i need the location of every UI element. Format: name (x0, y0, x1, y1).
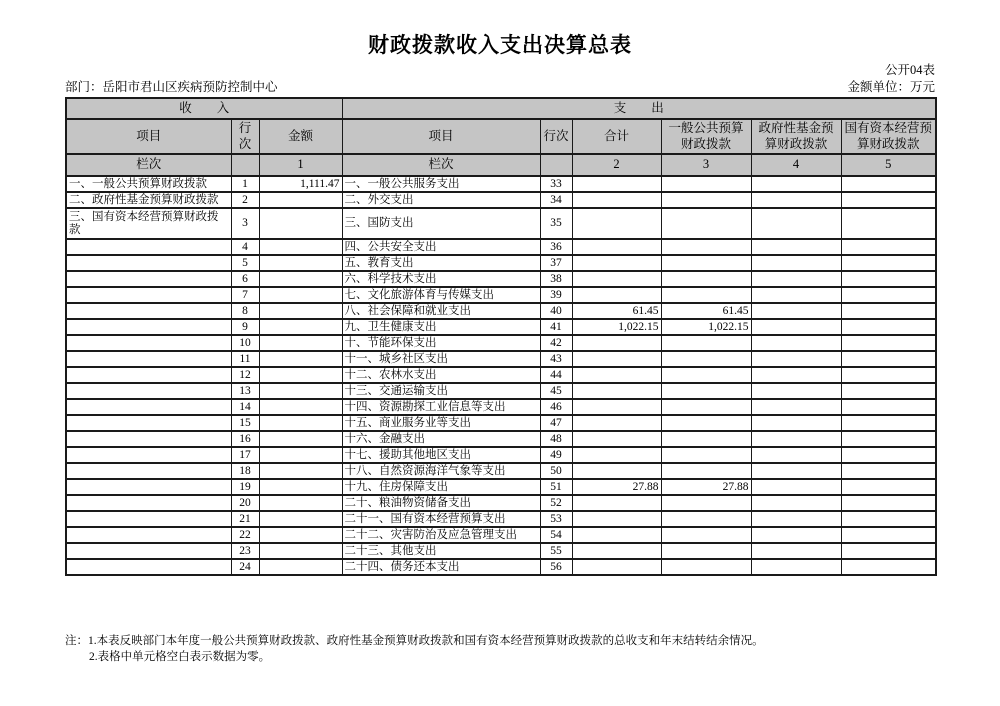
gov-fund-amount-cell (751, 255, 841, 271)
general-budget-amount-cell (661, 415, 751, 431)
expenditure-line-cell: 49 (540, 447, 572, 463)
income-line-cell: 21 (231, 511, 259, 527)
income-line-cell: 19 (231, 479, 259, 495)
income-line-cell: 3 (231, 208, 259, 239)
income-item-cell (66, 543, 231, 559)
notes (65, 634, 960, 665)
total-amount-cell (572, 527, 661, 543)
income-amount-cell (259, 495, 342, 511)
state-capital-amount-cell (841, 495, 936, 511)
income-amount-cell (259, 479, 342, 495)
lanci-income-label: 栏次 (66, 154, 231, 176)
income-amount-cell (259, 367, 342, 383)
state-capital-amount-cell (841, 271, 936, 287)
table-row (66, 495, 936, 511)
income-line-cell: 9 (231, 319, 259, 335)
state-capital-amount-cell (841, 543, 936, 559)
table-row (66, 367, 936, 383)
income-item-cell (66, 303, 231, 319)
income-amount-cell (259, 431, 342, 447)
state-capital-amount-cell (841, 399, 936, 415)
income-amount-cell (259, 447, 342, 463)
general-budget-amount-cell: 27.88 (661, 479, 751, 495)
table-row (66, 415, 936, 431)
income-item-cell (66, 431, 231, 447)
lanci-general-budget: 3 (661, 154, 751, 176)
income-amount-cell (259, 415, 342, 431)
income-amount-cell (259, 287, 342, 303)
income-item-cell (66, 383, 231, 399)
state-capital-amount-cell (841, 319, 936, 335)
expenditure-line-cell: 48 (540, 431, 572, 447)
expenditure-item-cell: 十一、城乡社区支出 (342, 351, 540, 367)
fiscal-appropriation-table (65, 97, 937, 576)
gov-fund-amount-cell (751, 447, 841, 463)
general-budget-amount-cell (661, 176, 751, 192)
lanci-total: 2 (572, 154, 661, 176)
total-amount-cell (572, 415, 661, 431)
expenditure-item-cell: 二十一、国有资本经营预算支出 (342, 511, 540, 527)
income-line-cell: 22 (231, 527, 259, 543)
expenditure-item-cell: 十三、交通运输支出 (342, 383, 540, 399)
table-row (66, 511, 936, 527)
income-amount-cell (259, 543, 342, 559)
total-amount-cell (572, 559, 661, 575)
income-amount-cell (259, 271, 342, 287)
gov-fund-amount-cell (751, 495, 841, 511)
gov-fund-amount-cell (751, 367, 841, 383)
income-amount-cell (259, 463, 342, 479)
general-budget-amount-cell (661, 351, 751, 367)
general-budget-amount-cell (661, 367, 751, 383)
income-item-cell (66, 415, 231, 431)
table-row (66, 319, 936, 335)
income-amount-cell (259, 351, 342, 367)
gov-fund-amount-cell (751, 431, 841, 447)
general-budget-amount-cell (661, 511, 751, 527)
general-budget-amount-cell (661, 192, 751, 208)
state-capital-amount-cell (841, 303, 936, 319)
table-row (66, 527, 936, 543)
state-capital-amount-cell (841, 559, 936, 575)
expenditure-item-cell: 十八、自然资源海洋气象等支出 (342, 463, 540, 479)
total-amount-cell (572, 511, 661, 527)
general-budget-header: 一般公共预算财政拨款 (661, 119, 751, 154)
expenditure-line-cell: 37 (540, 255, 572, 271)
total-amount-cell (572, 383, 661, 399)
gov-fund-amount-cell (751, 319, 841, 335)
expenditure-item-cell: 二十二、灾害防治及应急管理支出 (342, 527, 540, 543)
expenditure-item-cell: 十、节能环保支出 (342, 335, 540, 351)
expenditure-line-cell: 35 (540, 208, 572, 239)
general-budget-amount-cell (661, 287, 751, 303)
total-amount-cell (572, 447, 661, 463)
expenditure-line-cell: 51 (540, 479, 572, 495)
income-amount-cell (259, 255, 342, 271)
general-budget-amount-cell (661, 271, 751, 287)
total-amount-cell (572, 543, 661, 559)
gov-fund-amount-cell (751, 543, 841, 559)
expenditure-line-cell: 46 (540, 399, 572, 415)
state-capital-header: 国有资本经营预算财政拨款 (841, 119, 936, 154)
income-line-cell: 2 (231, 192, 259, 208)
expenditure-item-cell: 十六、金融支出 (342, 431, 540, 447)
gov-fund-amount-cell (751, 287, 841, 303)
state-capital-amount-cell (841, 351, 936, 367)
lanci-state-capital: 5 (841, 154, 936, 176)
income-line-cell: 14 (231, 399, 259, 415)
state-capital-amount-cell (841, 383, 936, 399)
income-item-cell: 一、一般公共预算财政拨款 (66, 176, 231, 192)
total-amount-cell (572, 271, 661, 287)
income-amount-header: 金额 (259, 119, 342, 154)
expenditure-item-cell: 二十三、其他支出 (342, 543, 540, 559)
gov-fund-amount-cell (751, 383, 841, 399)
lanci-income-line (231, 154, 259, 176)
income-line-cell: 4 (231, 239, 259, 255)
income-line-cell: 17 (231, 447, 259, 463)
expenditure-line-cell: 41 (540, 319, 572, 335)
expenditure-item-cell: 十四、资源勘探工业信息等支出 (342, 399, 540, 415)
state-capital-amount-cell (841, 287, 936, 303)
note-line: 2.表格中单元格空白表示数据为零。 (89, 650, 271, 663)
expenditure-line-cell: 44 (540, 367, 572, 383)
general-budget-amount-cell (661, 431, 751, 447)
total-amount-cell (572, 208, 661, 239)
expenditure-line-cell: 54 (540, 527, 572, 543)
table-row (66, 431, 936, 447)
general-budget-amount-cell (661, 208, 751, 239)
income-item-cell (66, 527, 231, 543)
section-header-row (66, 98, 936, 119)
income-line-cell: 12 (231, 367, 259, 383)
general-budget-amount-cell: 1,022.15 (661, 319, 751, 335)
expenditure-item-cell: 六、科学技术支出 (342, 271, 540, 287)
table-row (66, 399, 936, 415)
gov-fund-amount-cell (751, 239, 841, 255)
income-item-cell (66, 271, 231, 287)
table-body (66, 176, 936, 575)
state-capital-amount-cell (841, 527, 936, 543)
state-capital-amount-cell (841, 335, 936, 351)
total-amount-cell (572, 367, 661, 383)
total-amount-cell (572, 192, 661, 208)
gov-fund-amount-cell (751, 527, 841, 543)
unit-label: 金额单位：万元 (847, 80, 935, 94)
income-amount-cell (259, 399, 342, 415)
income-line-cell: 6 (231, 271, 259, 287)
income-line-header: 行次 (231, 119, 259, 154)
column-header-row (66, 119, 936, 154)
table-row (66, 463, 936, 479)
income-item-cell (66, 367, 231, 383)
total-amount-cell (572, 335, 661, 351)
income-item-cell (66, 351, 231, 367)
income-section-header: 收 入 (66, 98, 342, 119)
table-row (66, 447, 936, 463)
table-row (66, 543, 936, 559)
income-line-cell: 24 (231, 559, 259, 575)
general-budget-amount-cell (661, 399, 751, 415)
expenditure-line-header: 行次 (540, 119, 572, 154)
income-amount-cell (259, 335, 342, 351)
table-row (66, 287, 936, 303)
income-item-cell (66, 255, 231, 271)
income-item-cell (66, 287, 231, 303)
expenditure-item-cell: 二十四、债务还本支出 (342, 559, 540, 575)
state-capital-amount-cell (841, 176, 936, 192)
income-line-cell: 11 (231, 351, 259, 367)
income-item-cell (66, 463, 231, 479)
general-budget-amount-cell (661, 495, 751, 511)
income-line-cell: 23 (231, 543, 259, 559)
income-line-cell: 16 (231, 431, 259, 447)
income-line-cell: 18 (231, 463, 259, 479)
state-capital-amount-cell (841, 511, 936, 527)
expenditure-item-cell: 十七、援助其他地区支出 (342, 447, 540, 463)
lanci-expenditure-line (540, 154, 572, 176)
expenditure-item-cell: 十五、商业服务业等支出 (342, 415, 540, 431)
income-item-cell (66, 559, 231, 575)
state-capital-amount-cell (841, 447, 936, 463)
state-capital-amount-cell (841, 479, 936, 495)
expenditure-line-cell: 55 (540, 543, 572, 559)
gov-fund-amount-cell (751, 559, 841, 575)
expenditure-item-cell: 二、外交支出 (342, 192, 540, 208)
gov-fund-amount-cell (751, 463, 841, 479)
income-line-cell: 15 (231, 415, 259, 431)
total-amount-cell (572, 239, 661, 255)
total-amount-cell (572, 431, 661, 447)
general-budget-amount-cell (661, 335, 751, 351)
table-row (66, 176, 936, 192)
income-item-cell: 二、政府性基金预算财政拨款 (66, 192, 231, 208)
state-capital-amount-cell (841, 208, 936, 239)
expenditure-line-cell: 56 (540, 559, 572, 575)
total-amount-cell (572, 495, 661, 511)
state-capital-amount-cell (841, 192, 936, 208)
expenditure-line-cell: 33 (540, 176, 572, 192)
total-amount-cell (572, 255, 661, 271)
note-line: 注：1.本表反映部门本年度一般公共预算财政拨款、政府性基金预算财政拨款和国有资本经营预算财政拨款的总收支和年末结转结余情况。 (65, 635, 764, 647)
lanci-gov-fund: 4 (751, 154, 841, 176)
general-budget-amount-cell (661, 527, 751, 543)
general-budget-amount-cell (661, 239, 751, 255)
expenditure-section-header: 支 出 (342, 98, 936, 119)
income-item-cell (66, 319, 231, 335)
income-item-cell: 三、国有资本经营预算财政拨款 (66, 208, 231, 239)
income-item-cell (66, 335, 231, 351)
total-amount-cell (572, 287, 661, 303)
general-budget-amount-cell (661, 447, 751, 463)
expenditure-item-cell: 一、一般公共服务支出 (342, 176, 540, 192)
meta-line (65, 77, 935, 95)
table-row (66, 192, 936, 208)
income-line-cell: 8 (231, 303, 259, 319)
general-budget-amount-cell (661, 383, 751, 399)
table-row (66, 255, 936, 271)
income-item-cell (66, 399, 231, 415)
income-amount-cell (259, 208, 342, 239)
expenditure-line-cell: 43 (540, 351, 572, 367)
expenditure-item-cell: 四、公共安全支出 (342, 239, 540, 255)
income-amount-cell: 1,111.47 (259, 176, 342, 192)
gov-fund-amount-cell (751, 511, 841, 527)
income-amount-cell (259, 511, 342, 527)
total-amount-cell (572, 399, 661, 415)
table-row (66, 303, 936, 319)
lanci-income-amount: 1 (259, 154, 342, 176)
expenditure-line-cell: 50 (540, 463, 572, 479)
income-item-cell (66, 239, 231, 255)
state-capital-amount-cell (841, 255, 936, 271)
table-row (66, 351, 936, 367)
expenditure-line-cell: 40 (540, 303, 572, 319)
general-budget-amount-cell (661, 463, 751, 479)
state-capital-amount-cell (841, 239, 936, 255)
expenditure-item-header: 项目 (342, 119, 540, 154)
gov-fund-amount-cell (751, 479, 841, 495)
income-amount-cell (259, 319, 342, 335)
income-line-cell: 7 (231, 287, 259, 303)
income-item-cell (66, 479, 231, 495)
expenditure-item-cell: 八、社会保障和就业支出 (342, 303, 540, 319)
expenditure-line-cell: 39 (540, 287, 572, 303)
expenditure-line-cell: 47 (540, 415, 572, 431)
total-amount-cell (572, 351, 661, 367)
gov-fund-amount-cell (751, 399, 841, 415)
expenditure-line-cell: 36 (540, 239, 572, 255)
income-item-cell (66, 495, 231, 511)
general-budget-amount-cell: 61.45 (661, 303, 751, 319)
table-row (66, 271, 936, 287)
income-amount-cell (259, 192, 342, 208)
total-amount-cell: 1,022.15 (572, 319, 661, 335)
income-item-cell (66, 447, 231, 463)
income-amount-cell (259, 239, 342, 255)
expenditure-line-cell: 53 (540, 511, 572, 527)
page-title: 财政拨款收入支出决算总表 (368, 33, 632, 57)
gov-fund-amount-cell (751, 335, 841, 351)
expenditure-item-cell: 五、教育支出 (342, 255, 540, 271)
expenditure-line-cell: 34 (540, 192, 572, 208)
table-row (66, 479, 936, 495)
total-amount-cell (572, 463, 661, 479)
income-line-cell: 20 (231, 495, 259, 511)
gov-fund-amount-cell (751, 303, 841, 319)
lanci-expenditure-label: 栏次 (342, 154, 540, 176)
income-amount-cell (259, 303, 342, 319)
income-line-cell: 1 (231, 176, 259, 192)
expenditure-line-cell: 42 (540, 335, 572, 351)
gov-fund-amount-cell (751, 351, 841, 367)
state-capital-amount-cell (841, 415, 936, 431)
expenditure-item-cell: 九、卫生健康支出 (342, 319, 540, 335)
state-capital-amount-cell (841, 463, 936, 479)
general-budget-amount-cell (661, 255, 751, 271)
gov-fund-amount-cell (751, 192, 841, 208)
income-line-cell: 10 (231, 335, 259, 351)
expenditure-item-cell: 三、国防支出 (342, 208, 540, 239)
table-row (66, 559, 936, 575)
total-amount-cell (572, 176, 661, 192)
table-row (66, 335, 936, 351)
gov-fund-amount-cell (751, 208, 841, 239)
income-line-cell: 5 (231, 255, 259, 271)
department-label: 部门：岳阳市君山区疾病预防控制中心 (65, 80, 278, 94)
total-amount-cell: 61.45 (572, 303, 661, 319)
general-budget-amount-cell (661, 543, 751, 559)
income-amount-cell (259, 383, 342, 399)
state-capital-amount-cell (841, 431, 936, 447)
income-amount-cell (259, 559, 342, 575)
gov-fund-amount-cell (751, 271, 841, 287)
gov-fund-amount-cell (751, 176, 841, 192)
expenditure-item-cell: 二十、粮油物资储备支出 (342, 495, 540, 511)
income-item-header: 项目 (66, 119, 231, 154)
state-capital-amount-cell (841, 367, 936, 383)
gov-fund-header: 政府性基金预算财政拨款 (751, 119, 841, 154)
table-row (66, 239, 936, 255)
table-code-label: 公开04表 (884, 63, 935, 77)
table-row (66, 208, 936, 239)
table-row (66, 383, 936, 399)
expenditure-item-cell: 十九、住房保障支出 (342, 479, 540, 495)
general-budget-amount-cell (661, 559, 751, 575)
income-amount-cell (259, 527, 342, 543)
income-item-cell (66, 511, 231, 527)
income-line-cell: 13 (231, 383, 259, 399)
column-index-row (66, 154, 936, 176)
total-header: 合计 (572, 119, 661, 154)
expenditure-item-cell: 十二、农林水支出 (342, 367, 540, 383)
expenditure-line-cell: 52 (540, 495, 572, 511)
expenditure-line-cell: 45 (540, 383, 572, 399)
gov-fund-amount-cell (751, 415, 841, 431)
total-amount-cell: 27.88 (572, 479, 661, 495)
expenditure-line-cell: 38 (540, 271, 572, 287)
expenditure-item-cell: 七、文化旅游体育与传媒支出 (342, 287, 540, 303)
